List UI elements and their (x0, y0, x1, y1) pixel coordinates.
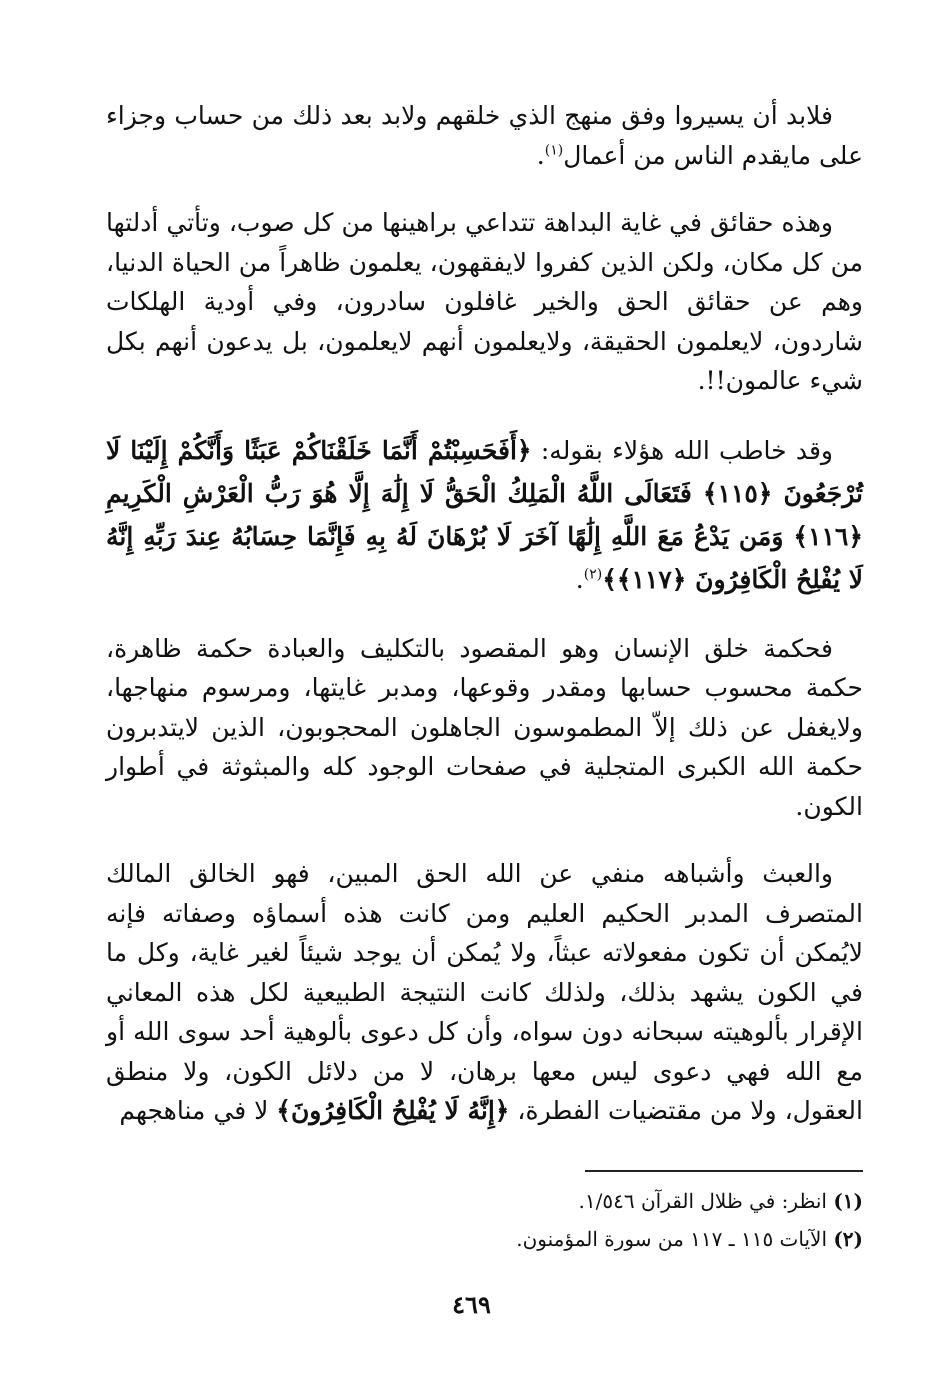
paragraph-2 (106, 203, 863, 401)
footnote-ref-1[interactable]: (١) (544, 142, 564, 159)
footnote-2-number: (٢) (833, 1227, 863, 1251)
footnote-divider (585, 1170, 863, 1172)
footnote-1-number: (١) (833, 1189, 863, 1213)
paragraph-3 (106, 429, 863, 601)
page-number: ٤٦٩ (452, 1290, 491, 1319)
paragraph-3-end: . (575, 564, 584, 594)
footnote-1-text: انظر: في ظلال القرآن ١/٥٤٦. (578, 1189, 827, 1213)
paragraph-5-tail: لا في مناهجهم (119, 1096, 277, 1125)
footnote-2-text: الآيات ١١٥ ـ ١١٧ من سورة المؤمنون. (516, 1227, 827, 1251)
paragraph-3-intro: وقد خاطب الله هؤلاء بقوله: (531, 435, 833, 465)
footnote-ref-2[interactable]: (٢) (583, 566, 603, 583)
paragraph-5 (106, 854, 863, 1131)
paragraph-1-text: فلابد أن يسيروا وفق منهج الذي خلقهم ولابد بعد ذلك من حساب وجزاء على مايقدم الناس من أعمال (106, 101, 863, 170)
footnote-1 (106, 1182, 863, 1220)
paragraph-4-text: فحكمة خلق الإنسان وهو المقصود بالتكليف والعبادة حكمة ظاهرة، حكمة محسوب حسابها ومقدر وقوعها، ومدبر غايتها، ومرسوم منهاجها، ولايغفل عن ذلك إلاّ المطموسون الجاهلون المحجوبون، الذين لايتدبرون حكمة الله الكبرى المتجلية في صفحات الوجود كله والمبثوثة في أطوار الكون. (106, 633, 863, 821)
paragraph-1 (106, 96, 863, 175)
quran-verse-inline: ﴿إِنَّهُ لَا يُفْلِحُ الْكَافِرُونَ﴾ (276, 1096, 510, 1125)
footnotes (106, 1182, 863, 1258)
paragraph-4 (106, 629, 863, 827)
paragraph-2-text: وهذه حقائق في غاية البداهة تتداعي براهينها من كل صوب، وتأتي أدلتها من كل مكان، ولكن الذين كفروا لايفقهون، يعلمون ظاهراً من الحياة الدنيا، وهم عن حقائق الحق والخير غافلون سادرون، وفي أودية الهلكات شاردون، لايعلمون الحقيقة، ولايعلمون أنهم لايعلمون، بل يدعون أنهم بكل شيء عالمون!!. (106, 208, 863, 395)
quran-verses-115-117: ﴿أَفَحَسِبْتُمْ أَنَّمَا خَلَقْنَاكُمْ عَبَثًا وَأَنَّكُمْ إِلَيْنَا لَا تُرْجَعُونَ ﴿١١٥﴾ فَتَعَالَى اللَّهُ الْمَلِكُ الْحَقُّ لَا إِلَٰهَ إِلَّا هُوَ رَبُّ الْعَرْشِ الْكَرِيمِ ﴿١١٦﴾ وَمَن يَدْعُ مَعَ اللَّهِ إِلَٰهًا آخَرَ لَا بُرْهَانَ لَهُ بِهِ فَإِنَّمَا حِسَابُهُ عِندَ رَبِّهِ إِنَّهُ لَا يُفْلِحُ الْكَافِرُونَ ﴿١١٧﴾﴾ (106, 435, 863, 594)
paragraph-5-text: والعبث وأشباهه منفي عن الله الحق المبين، فهو الخالق المالك المتصرف المدبر الحكيم العليم ومن كانت هذه أسماؤه وصفاته فإنه لايُمكن أن تكون مفعولاته عبثاً، ولا يُمكن أن يوجد شيئاً لغير غاية، وكل ما في الكون يشهد بذلك، ولذلك كانت النتيجة الطبيعية لكل هذه المعاني الإقرار بألوهيته سبحانه دون سواه، وأن كل دعوى بألوهية أحد سوى الله أو مع الله فهي دعوى ليس معها برهان، لا من دلائل الكون، ولا منطق العقول، ولا من مقتضيات الفطرة، (106, 859, 863, 1125)
footnote-2 (106, 1220, 863, 1258)
paragraph-1-end: . (536, 140, 545, 170)
